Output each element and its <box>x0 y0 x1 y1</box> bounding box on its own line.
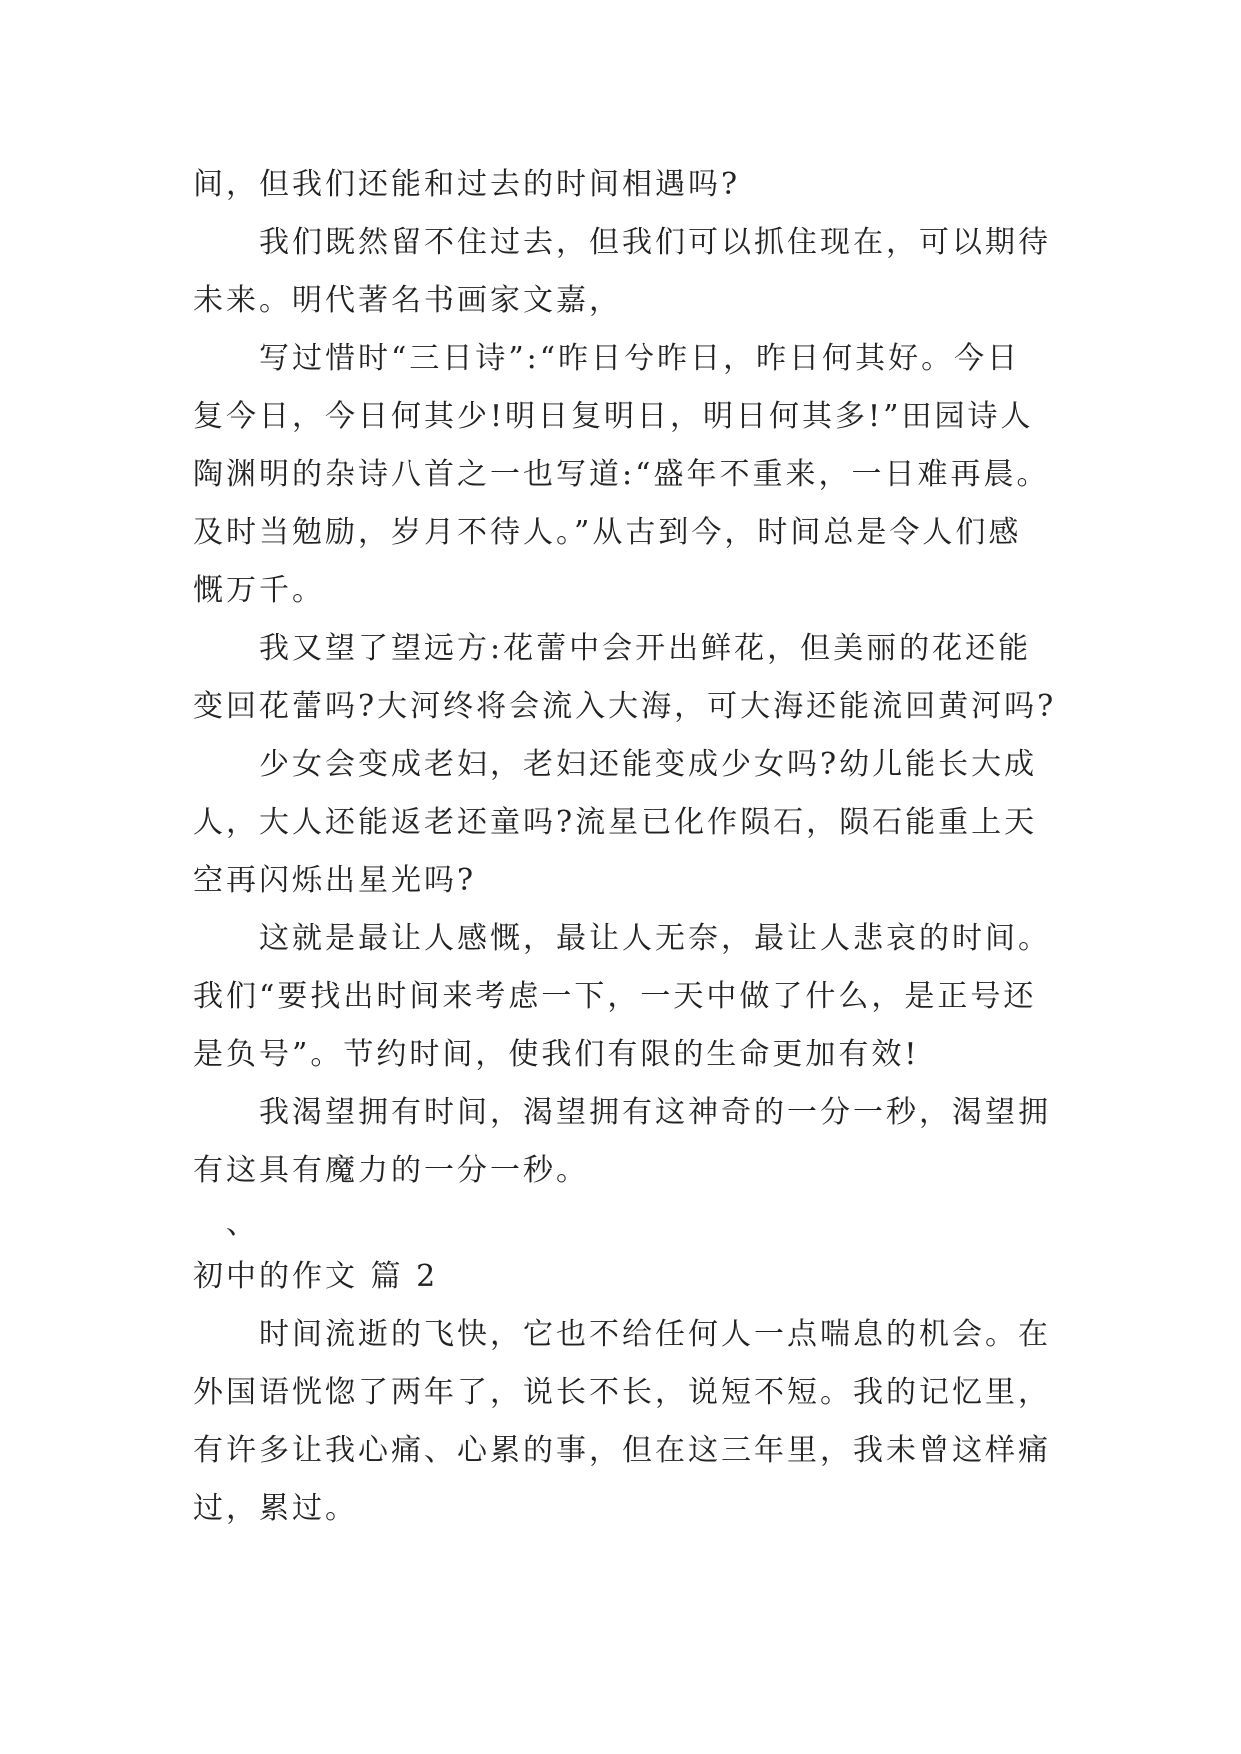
text-line: 过，累过。 <box>193 1491 358 1526</box>
text-line: 间，但我们还能和过去的时间相遇吗? <box>193 167 741 202</box>
text-line: 我们既然留不住过去，但我们可以抓住现在，可以期待 <box>259 225 1051 260</box>
separator-mark: 、 <box>226 1206 259 1241</box>
text-line: 我渴望拥有时间，渴望拥有这神奇的一分一秒，渴望拥 <box>259 1095 1051 1130</box>
text-line: 这就是最让人感慨，最让人无奈，最让人悲哀的时间。 <box>259 921 1051 956</box>
text-line: 复今日，今日何其少!明日复明日，明日何其多!”田园诗人 <box>193 399 1034 434</box>
text-line: 变回花蕾吗?大河终将会流入大海，可大海还能流回黄河吗? <box>193 689 1057 724</box>
text-line: 空再闪烁出星光吗? <box>193 863 477 898</box>
section-heading: 初中的作文 篇 2 <box>193 1259 439 1294</box>
text-line: 人，大人还能返老还童吗?流星已化作陨石，陨石能重上天 <box>193 805 1038 840</box>
text-line: 我又望了望远方:花蕾中会开出鲜花，但美丽的花还能 <box>259 631 1032 666</box>
text-line: 及时当勉励，岁月不待人。”从古到今，时间总是令人们感 <box>193 515 1022 550</box>
text-line: 写过惜时“三日诗”:“昨日兮昨日，昨日何其好。今日 <box>259 341 1021 376</box>
text-line: 外国语恍惚了两年了，说长不长，说短不短。我的记忆里， <box>193 1375 1051 1410</box>
text-line: 有这具有魔力的一分一秒。 <box>193 1153 589 1188</box>
text-line: 少女会变成老妇，老妇还能变成少女吗?幼儿能长大成 <box>259 747 1038 782</box>
text-line: 我们“要找出时间来考虑一下，一天中做了什么，是正号还 <box>193 979 1037 1014</box>
text-line: 未来。明代著名书画家文嘉， <box>193 283 622 318</box>
text-line: 有许多让我心痛、心累的事，但在这三年里，我未曾这样痛 <box>193 1433 1051 1468</box>
text-line: 陶渊明的杂诗八首之一也写道:“盛年不重来，一日难再晨。 <box>193 457 1050 492</box>
document-page <box>193 156 1073 1538</box>
text-line: 慨万千。 <box>193 573 325 608</box>
text-line: 时间流逝的飞快，它也不给任何人一点喘息的机会。在 <box>259 1317 1051 1352</box>
text-line: 是负号”。节约时间，使我们有限的生命更加有效! <box>193 1037 920 1072</box>
